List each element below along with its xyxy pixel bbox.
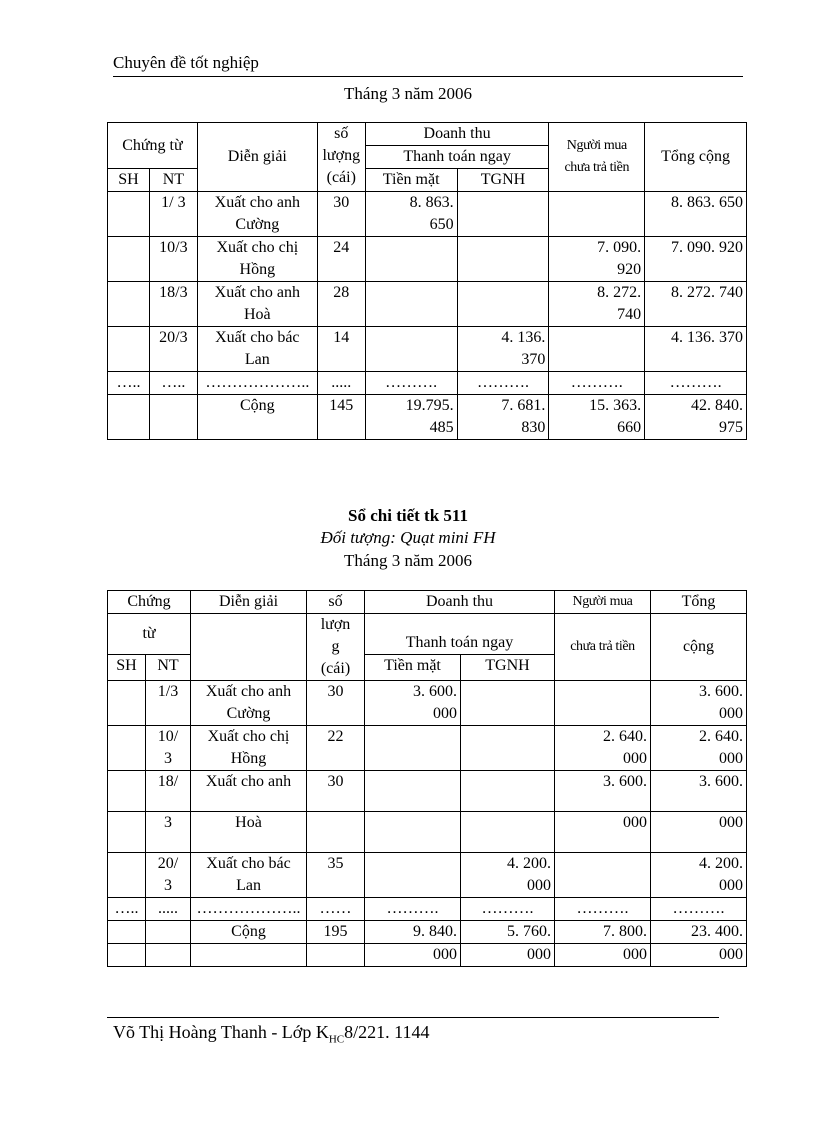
cell-nt-line1: 1/3 bbox=[157, 683, 179, 700]
cell-tong-cong-line2: 000 bbox=[719, 750, 743, 767]
header-nt: NT bbox=[149, 169, 197, 192]
header-nguoi-mua-line2: chưa trả tiền bbox=[564, 160, 630, 175]
header-dien-giai: Diễn giải bbox=[197, 123, 317, 192]
header-so-luong-line4: (cái) bbox=[320, 660, 351, 677]
total-row bbox=[108, 921, 747, 944]
cell-so-luong: 14 bbox=[317, 327, 365, 372]
cell-tong-cong bbox=[651, 853, 747, 898]
header-doanh-thu: Doanh thu bbox=[365, 591, 555, 614]
cell-tong-cong bbox=[645, 192, 747, 237]
cell-nguoi-mua bbox=[549, 282, 645, 327]
cell-tgnh bbox=[457, 327, 549, 372]
total-nguoi-mua-line2: 660 bbox=[617, 419, 642, 436]
header-dien-giai: Diễn giải bbox=[191, 591, 307, 614]
cell-tong-cong: 000 bbox=[651, 812, 747, 853]
cell-so-luong: 30 bbox=[317, 192, 365, 237]
cell-nt bbox=[146, 853, 191, 898]
cell-nt: ….. bbox=[149, 372, 197, 395]
cell-tgnh bbox=[461, 681, 555, 726]
footer-author: Võ Thị Hoàng Thanh - Lớp K bbox=[113, 1022, 329, 1042]
cell-tgnh: ………. bbox=[457, 372, 549, 395]
cell-tgnh-line1: 4. 200. bbox=[507, 855, 551, 872]
cell-dien-giai-line1: Xuất cho anh bbox=[214, 194, 300, 211]
cell-nt-line1: 20/ bbox=[157, 855, 179, 872]
table2-month: Tháng 3 năm 2006 bbox=[344, 551, 472, 570]
header-dien-giai-blank bbox=[191, 614, 307, 681]
cell-so-luong: 22 bbox=[307, 726, 365, 771]
cell-tong-cong-line1: 4. 136. 370 bbox=[671, 329, 743, 346]
cell-sh bbox=[108, 327, 150, 372]
ledger-table-1 bbox=[107, 122, 747, 440]
cell-nt bbox=[146, 944, 191, 967]
cell-nguoi-mua-line2: 000 bbox=[623, 750, 647, 767]
table-row bbox=[108, 681, 747, 726]
total-tgnh-line2: 000 bbox=[461, 944, 555, 967]
cell-dien-giai-line2: Cường bbox=[226, 705, 271, 722]
cell-so-luong: …… bbox=[307, 898, 365, 921]
cell-dien-giai bbox=[191, 944, 307, 967]
cell-tong-cong-line1: 8. 272. 740 bbox=[671, 284, 743, 301]
cell-nguoi-mua-line1: 8. 272. bbox=[597, 284, 642, 301]
document-footer bbox=[113, 1022, 429, 1046]
total-tgnh-line2: 830 bbox=[521, 419, 546, 436]
total-tgnh: 5. 760. bbox=[461, 921, 555, 944]
total-label: Cộng bbox=[197, 395, 317, 440]
cell-dien-giai-line1: Xuất cho anh bbox=[214, 284, 300, 301]
cell-dien-giai bbox=[197, 237, 317, 282]
cell-so-luong: 28 bbox=[317, 282, 365, 327]
cell-so-luong: 30 bbox=[307, 681, 365, 726]
header-so-luong-line3: g bbox=[331, 638, 340, 655]
cell-dien-giai bbox=[197, 327, 317, 372]
cell-tgnh-line2: 370 bbox=[521, 351, 546, 368]
cell-tong-cong-line1: 7. 090. 920 bbox=[671, 239, 743, 256]
cell-dien-giai bbox=[197, 192, 317, 237]
header-so-luong-1: số bbox=[307, 591, 365, 614]
header-tong-1: Tổng bbox=[651, 591, 747, 614]
header-row bbox=[108, 614, 747, 655]
cell-nt: 18/ bbox=[146, 771, 191, 812]
header-tong-2: cộng bbox=[651, 614, 747, 681]
total-row bbox=[108, 395, 747, 440]
total-so-luong: 195 bbox=[307, 921, 365, 944]
cell-nguoi-mua-line1: 7. 090. bbox=[597, 239, 642, 256]
cell-tien-mat bbox=[365, 681, 461, 726]
header-thanh-toan-ngay: Thanh toán ngay bbox=[365, 146, 549, 169]
total-tong-cong-line1: 42. 840. bbox=[691, 397, 743, 414]
header-sh: SH bbox=[108, 169, 150, 192]
cell-sh bbox=[108, 853, 146, 898]
ledger-table-2 bbox=[107, 590, 747, 967]
cell-tgnh bbox=[461, 812, 555, 853]
header-tu: từ bbox=[108, 614, 191, 655]
cell-tien-mat: ………. bbox=[365, 372, 457, 395]
cell-sh bbox=[108, 726, 146, 771]
cell-tien-mat bbox=[365, 726, 461, 771]
cell-sh bbox=[108, 282, 150, 327]
cell-nguoi-mua-line1: 2. 640. bbox=[603, 728, 647, 745]
total-tgnh-line1: 7. 681. bbox=[501, 397, 546, 414]
cell-tong-cong-line2: 000 bbox=[719, 877, 743, 894]
cell-nt bbox=[146, 921, 191, 944]
cell-tong-cong bbox=[645, 237, 747, 282]
cell-tgnh bbox=[457, 192, 549, 237]
cell-nt: 20/3 bbox=[149, 327, 197, 372]
total-tong-cong bbox=[645, 395, 747, 440]
cell-tien-mat bbox=[365, 237, 457, 282]
footer-rule bbox=[107, 1017, 719, 1018]
cell-tien-mat-line2: 000 bbox=[433, 705, 457, 722]
table1-month: Tháng 3 năm 2006 bbox=[344, 84, 472, 103]
cell-nt bbox=[146, 726, 191, 771]
cell-tgnh bbox=[461, 726, 555, 771]
cell-nt: ..... bbox=[146, 898, 191, 921]
total-nguoi-mua bbox=[549, 395, 645, 440]
header-so-luong-line1: số bbox=[334, 125, 349, 142]
cell-dien-giai-line2: Hồng bbox=[230, 750, 267, 767]
header-rule bbox=[113, 76, 743, 77]
cell-tong-cong: ………. bbox=[651, 898, 747, 921]
cell-tien-mat-line1: 3. 600. bbox=[413, 683, 457, 700]
cell-dien-giai bbox=[191, 853, 307, 898]
cell-so-luong bbox=[307, 944, 365, 967]
table-row bbox=[108, 812, 747, 853]
cell-dien-giai: ……………….. bbox=[191, 898, 307, 921]
cell-so-luong: ..... bbox=[317, 372, 365, 395]
cell-dien-giai-line2: Lan bbox=[244, 351, 270, 368]
cell-so-luong: 24 bbox=[317, 237, 365, 282]
page-number: 44 bbox=[411, 1022, 430, 1042]
cell-nt-line2: 3 bbox=[164, 750, 172, 767]
cell-tien-mat bbox=[365, 771, 461, 812]
total-tong-cong-line2: 000 bbox=[651, 944, 747, 967]
header-sh: SH bbox=[108, 655, 146, 681]
cell-dien-giai-line1: Xuất cho chị bbox=[216, 239, 299, 256]
cell-tgnh bbox=[461, 771, 555, 812]
header-doanh-thu: Doanh thu bbox=[365, 123, 549, 146]
cell-sh bbox=[108, 771, 146, 812]
cell-dien-giai: Hoà bbox=[191, 812, 307, 853]
cell-sh bbox=[108, 192, 150, 237]
cell-nguoi-mua bbox=[555, 853, 651, 898]
cell-sh bbox=[108, 944, 146, 967]
cell-tong-cong-line1: 2. 640. bbox=[699, 728, 743, 745]
cell-tien-mat: ………. bbox=[365, 898, 461, 921]
cell-sh: ….. bbox=[108, 898, 146, 921]
table-row bbox=[108, 282, 747, 327]
cell-sh bbox=[108, 921, 146, 944]
cell-tien-mat bbox=[365, 327, 457, 372]
cell-nguoi-mua bbox=[549, 237, 645, 282]
cell-tien-mat-line2: 650 bbox=[429, 216, 454, 233]
cell-nguoi-mua bbox=[549, 327, 645, 372]
cell-tong-cong: ………. bbox=[645, 372, 747, 395]
cell-nt-line2: 3 bbox=[164, 877, 172, 894]
cell-tong-cong: 3. 600. bbox=[651, 771, 747, 812]
cell-sh bbox=[108, 812, 146, 853]
cell-tong-cong bbox=[645, 282, 747, 327]
cell-tong-cong bbox=[645, 327, 747, 372]
header-chung: Chứng bbox=[108, 591, 191, 614]
cell-nguoi-mua: ………. bbox=[555, 898, 651, 921]
total-row-continued bbox=[108, 944, 747, 967]
cell-so-luong: 35 bbox=[307, 853, 365, 898]
total-tien-mat-line2: 000 bbox=[365, 944, 461, 967]
cell-nt: 10/3 bbox=[149, 237, 197, 282]
cell-dien-giai bbox=[197, 282, 317, 327]
total-tong-cong: 23. 400. bbox=[651, 921, 747, 944]
header-nt: NT bbox=[146, 655, 191, 681]
cell-tgnh bbox=[461, 853, 555, 898]
cell-nt: 3 bbox=[146, 812, 191, 853]
header-tien-mat: Tiền mặt bbox=[365, 169, 457, 192]
cell-sh bbox=[108, 395, 150, 440]
cell-dien-giai bbox=[191, 681, 307, 726]
cell-tgnh-line1: 4. 136. bbox=[501, 329, 546, 346]
cell-tien-mat bbox=[365, 192, 457, 237]
header-tong-cong: Tổng cộng bbox=[645, 123, 747, 192]
cell-dien-giai-line2: Hồng bbox=[239, 261, 276, 278]
ledger-title: Sổ chi tiết tk 511 bbox=[348, 506, 468, 525]
total-nguoi-mua-line2: 000 bbox=[555, 944, 651, 967]
cell-dien-giai-line1: Xuất cho chị bbox=[207, 728, 290, 745]
cell-dien-giai: ……………….. bbox=[197, 372, 317, 395]
header-nguoi-mua-line1: Người mua bbox=[566, 138, 627, 153]
cell-dien-giai-line1: Xuất cho bác bbox=[215, 329, 300, 346]
cell-tgnh bbox=[457, 282, 549, 327]
ellipsis-row bbox=[108, 898, 747, 921]
ellipsis-row bbox=[108, 372, 747, 395]
footer-class: 8/221. 11 bbox=[344, 1022, 412, 1042]
cell-dien-giai-line2: Cường bbox=[235, 216, 280, 233]
table-row bbox=[108, 192, 747, 237]
header-chung-tu: Chứng từ bbox=[108, 123, 198, 169]
cell-tong-cong bbox=[651, 726, 747, 771]
ledger-subtitle: Đối tượng: Quạt mini FH bbox=[320, 528, 496, 547]
total-tong-cong-line2: 975 bbox=[719, 419, 743, 436]
cell-tong-cong bbox=[651, 681, 747, 726]
header-row bbox=[108, 123, 747, 146]
cell-dien-giai-line2: Hoà bbox=[244, 306, 271, 323]
header-tgnh: TGNH bbox=[461, 655, 555, 681]
cell-tien-mat bbox=[365, 282, 457, 327]
total-tien-mat: 9. 840. bbox=[365, 921, 461, 944]
header-so-luong-line2: lượn bbox=[320, 616, 351, 633]
header-thanh-toan-ngay: Thanh toán ngay bbox=[365, 614, 555, 655]
cell-nguoi-mua: ………. bbox=[549, 372, 645, 395]
cell-nguoi-mua-line2: 920 bbox=[617, 261, 642, 278]
cell-nguoi-mua: 3. 600. bbox=[555, 771, 651, 812]
cell-dien-giai: Xuất cho anh bbox=[191, 771, 307, 812]
cell-tien-mat bbox=[365, 853, 461, 898]
cell-nguoi-mua bbox=[549, 192, 645, 237]
cell-nguoi-mua bbox=[555, 681, 651, 726]
cell-tien-mat bbox=[365, 812, 461, 853]
cell-tien-mat-line1: 8. 863. bbox=[409, 194, 454, 211]
cell-so-luong bbox=[307, 812, 365, 853]
cell-dien-giai-line1: Xuất cho anh bbox=[205, 683, 292, 700]
footer-class-subscript: HC bbox=[328, 1033, 345, 1046]
header-so-luong bbox=[317, 123, 365, 192]
cell-sh bbox=[108, 237, 150, 282]
header-so-luong-line3: (cái) bbox=[326, 169, 356, 186]
cell-tgnh: ………. bbox=[461, 898, 555, 921]
header-so-luong bbox=[307, 614, 365, 681]
cell-tgnh-line2: 000 bbox=[527, 877, 551, 894]
header-nguoi-mua-2: chưa trả tiền bbox=[555, 614, 651, 681]
cell-nt-line1: 10/ bbox=[157, 728, 179, 745]
cell-sh: ….. bbox=[108, 372, 150, 395]
cell-sh bbox=[108, 681, 146, 726]
total-nguoi-mua: 7. 800. bbox=[555, 921, 651, 944]
cell-tong-cong-line2: 000 bbox=[719, 705, 743, 722]
cell-so-luong: 30 bbox=[307, 771, 365, 812]
header-tien-mat: Tiền mặt bbox=[365, 655, 461, 681]
cell-dien-giai bbox=[191, 726, 307, 771]
cell-nt bbox=[146, 681, 191, 726]
document-header: Chuyên đề tốt nghiệp bbox=[113, 53, 259, 72]
cell-dien-giai-line1: Xuất cho bác bbox=[206, 855, 291, 872]
cell-nt: 1/ 3 bbox=[149, 192, 197, 237]
total-tgnh bbox=[457, 395, 549, 440]
total-so-luong: 145 bbox=[317, 395, 365, 440]
header-nguoi-mua-1: Người mua bbox=[555, 591, 651, 614]
cell-tgnh bbox=[457, 237, 549, 282]
total-tien-mat bbox=[365, 395, 457, 440]
cell-tong-cong-line1: 3. 600. bbox=[699, 683, 743, 700]
cell-nguoi-mua: 000 bbox=[555, 812, 651, 853]
cell-nt: 18/3 bbox=[149, 282, 197, 327]
header-tgnh: TGNH bbox=[457, 169, 549, 192]
cell-tong-cong-line1: 4. 200. bbox=[699, 855, 743, 872]
total-label: Cộng bbox=[191, 921, 307, 944]
header-nguoi-mua bbox=[549, 123, 645, 192]
table-row bbox=[108, 853, 747, 898]
header-so-luong-line2: lượng bbox=[322, 147, 361, 164]
total-tien-mat-line2: 485 bbox=[429, 419, 454, 436]
cell-nguoi-mua-line2: 740 bbox=[617, 306, 642, 323]
header-row bbox=[108, 591, 747, 614]
cell-tong-cong-line1: 8. 863. 650 bbox=[671, 194, 743, 211]
total-nguoi-mua-line1: 15. 363. bbox=[589, 397, 642, 414]
table-row bbox=[108, 327, 747, 372]
table-row bbox=[108, 237, 747, 282]
table-row bbox=[108, 771, 747, 812]
cell-nt bbox=[149, 395, 197, 440]
table-row bbox=[108, 726, 747, 771]
cell-dien-giai-line2: Lan bbox=[236, 877, 261, 894]
total-tien-mat-line1: 19.795. bbox=[405, 397, 454, 414]
cell-nguoi-mua bbox=[555, 726, 651, 771]
